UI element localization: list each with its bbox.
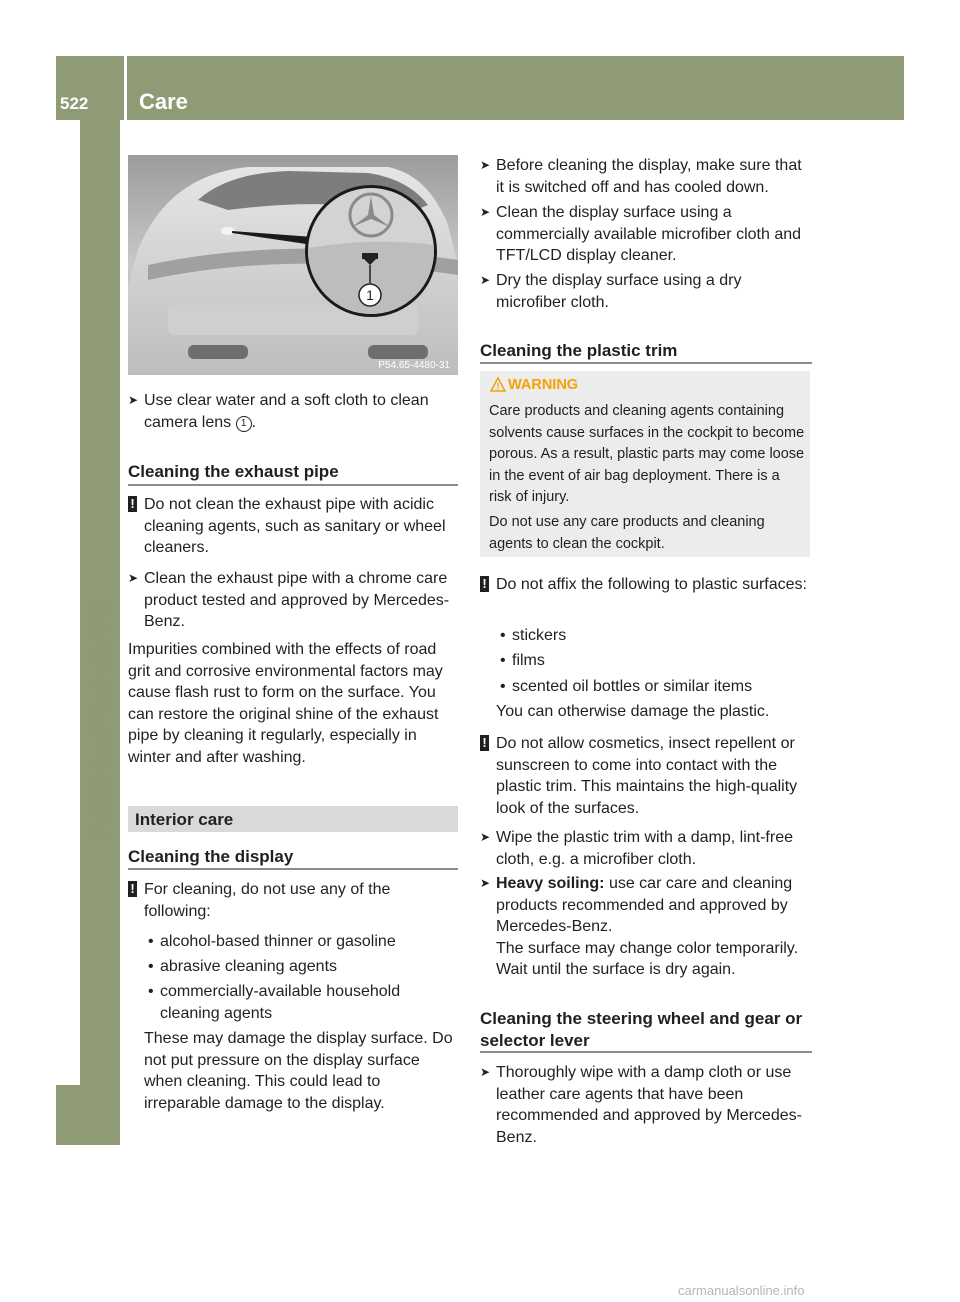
figure-callout: 1: [366, 287, 374, 303]
heading-rule: [480, 1051, 812, 1053]
page-number: 522: [60, 94, 89, 113]
heading-rule: [128, 484, 458, 486]
caution-icon: !: [128, 496, 137, 512]
caution-icon: !: [480, 735, 489, 751]
heavy-soiling-label: Heavy soiling:: [496, 875, 605, 892]
exhaust-instruction: ➤ Clean the exhaust pipe with a chrome care product tested and approved by Mercedes-Benz.: [128, 570, 450, 630]
warning-text-2: Do not use any care products and cleaning agents to clean the cockpit.: [489, 514, 765, 552]
heavy-soiling-instruction: ➤ Heavy soiling: use car care and cleaning products recommended and approved by Mercedes-Benz. The surface may change color temporarily. Wait until the surface is dry again.: [480, 875, 799, 978]
callout-1-icon: 1: [236, 416, 252, 432]
rear-camera-figure: [128, 155, 458, 375]
wipe-instruction: ➤ Wipe the plastic trim with a damp, lint-free cloth, e.g. a microfiber cloth.: [480, 829, 793, 868]
exhaust-note: ! Do not clean the exhaust pipe with acidic cleaning agents, such as sanitary or wheel cleaners.: [128, 494, 460, 559]
arrow-icon: ➤: [480, 876, 491, 890]
arrow-icon: ➤: [128, 393, 139, 407]
side-square: [56, 1085, 120, 1145]
caution-icon: !: [128, 881, 137, 897]
affix-note: ! Do not affix the following to plastic surfaces:: [480, 574, 812, 596]
arrow-icon: ➤: [480, 205, 491, 219]
display-instruction-1: ➤ Before cleaning the display, make sure that it is switched off and has cooled down.: [480, 157, 802, 196]
display-note: ! For cleaning, do not use any of the following:: [128, 879, 460, 922]
warning-text-1: Care products and cleaning agents containing solvents cause surfaces in the cockpit to become porous. As a result, plastic parts may come loose in the event of air bag deployment. There is a risk of injury.: [489, 403, 805, 505]
caution-icon: !: [480, 576, 489, 592]
display-instruction-3: ➤ Dry the display surface using a dry microfiber cloth.: [480, 272, 742, 311]
display-paragraph: These may damage the display surface. Do not put pressure on the display surface when cleaning. This could lead to irreparable damage to the display.: [144, 1030, 453, 1112]
warning-title: WARNING: [508, 377, 579, 393]
arrow-icon: ➤: [480, 830, 491, 844]
interior-care-band: [128, 806, 458, 832]
side-label: Maintenance and care: [86, 599, 113, 841]
figure-code: P54.65-4480-31: [378, 360, 450, 371]
cosmetics-note: ! Do not allow cosmetics, insect repellent or sunscreen to come into contact with the plastic trim. This maintains the high-quality look of the surfaces.: [480, 733, 812, 819]
heading-exhaust: Cleaning the exhaust pipe: [128, 462, 339, 481]
heading-plastic: Cleaning the plastic trim: [480, 341, 678, 360]
svg-text:!: !: [496, 381, 500, 392]
camera-instruction: ➤ Use clear water and a soft cloth to clean camera lens 1 .: [128, 392, 429, 431]
footer-watermark: carmanualsonline.info: [678, 1283, 805, 1298]
list-item: • scented oil bottles or similar items: [500, 678, 753, 695]
arrow-icon: ➤: [128, 571, 139, 585]
section-title: Care: [139, 89, 188, 114]
list-item: • abrasive cleaning agents: [148, 958, 338, 975]
heading-steering: Cleaning the steering wheel and gear or selector lever: [480, 1009, 803, 1050]
heading-rule: [128, 868, 458, 870]
arrow-icon: ➤: [480, 273, 491, 287]
exhaust-paragraph: Impurities combined with the effects of road grit and corrosive environmental factors may cause flash rust to form on the surface. You can restore the original shine of the exhaust pipe by cleaning it regularly, especially in winter and after washing.: [128, 641, 443, 766]
header-divider: [124, 56, 127, 120]
heading-rule: [480, 362, 812, 364]
affix-paragraph: You can otherwise damage the plastic.: [496, 703, 770, 720]
list-item: • commercially-available household cleaning agents: [148, 983, 401, 1022]
steering-instruction: ➤ Thoroughly wipe with a damp cloth or use leather care agents that have been recommended and approved by Mercedes-Benz.: [480, 1064, 802, 1146]
arrow-icon: ➤: [480, 158, 491, 172]
list-item: • stickers: [500, 627, 567, 644]
display-instruction-2: ➤ Clean the display surface using a commercially available microfiber cloth and TFT/LCD display cleaner.: [480, 204, 802, 264]
warning-icon: [490, 377, 506, 400]
heading-display: Cleaning the display: [128, 847, 294, 866]
arrow-icon: ➤: [480, 1065, 491, 1079]
warning-box: [480, 371, 810, 557]
list-item: • films: [500, 652, 545, 669]
list-item: • alcohol-based thinner or gasoline: [148, 933, 396, 950]
interior-care-title: Interior care: [135, 810, 234, 829]
